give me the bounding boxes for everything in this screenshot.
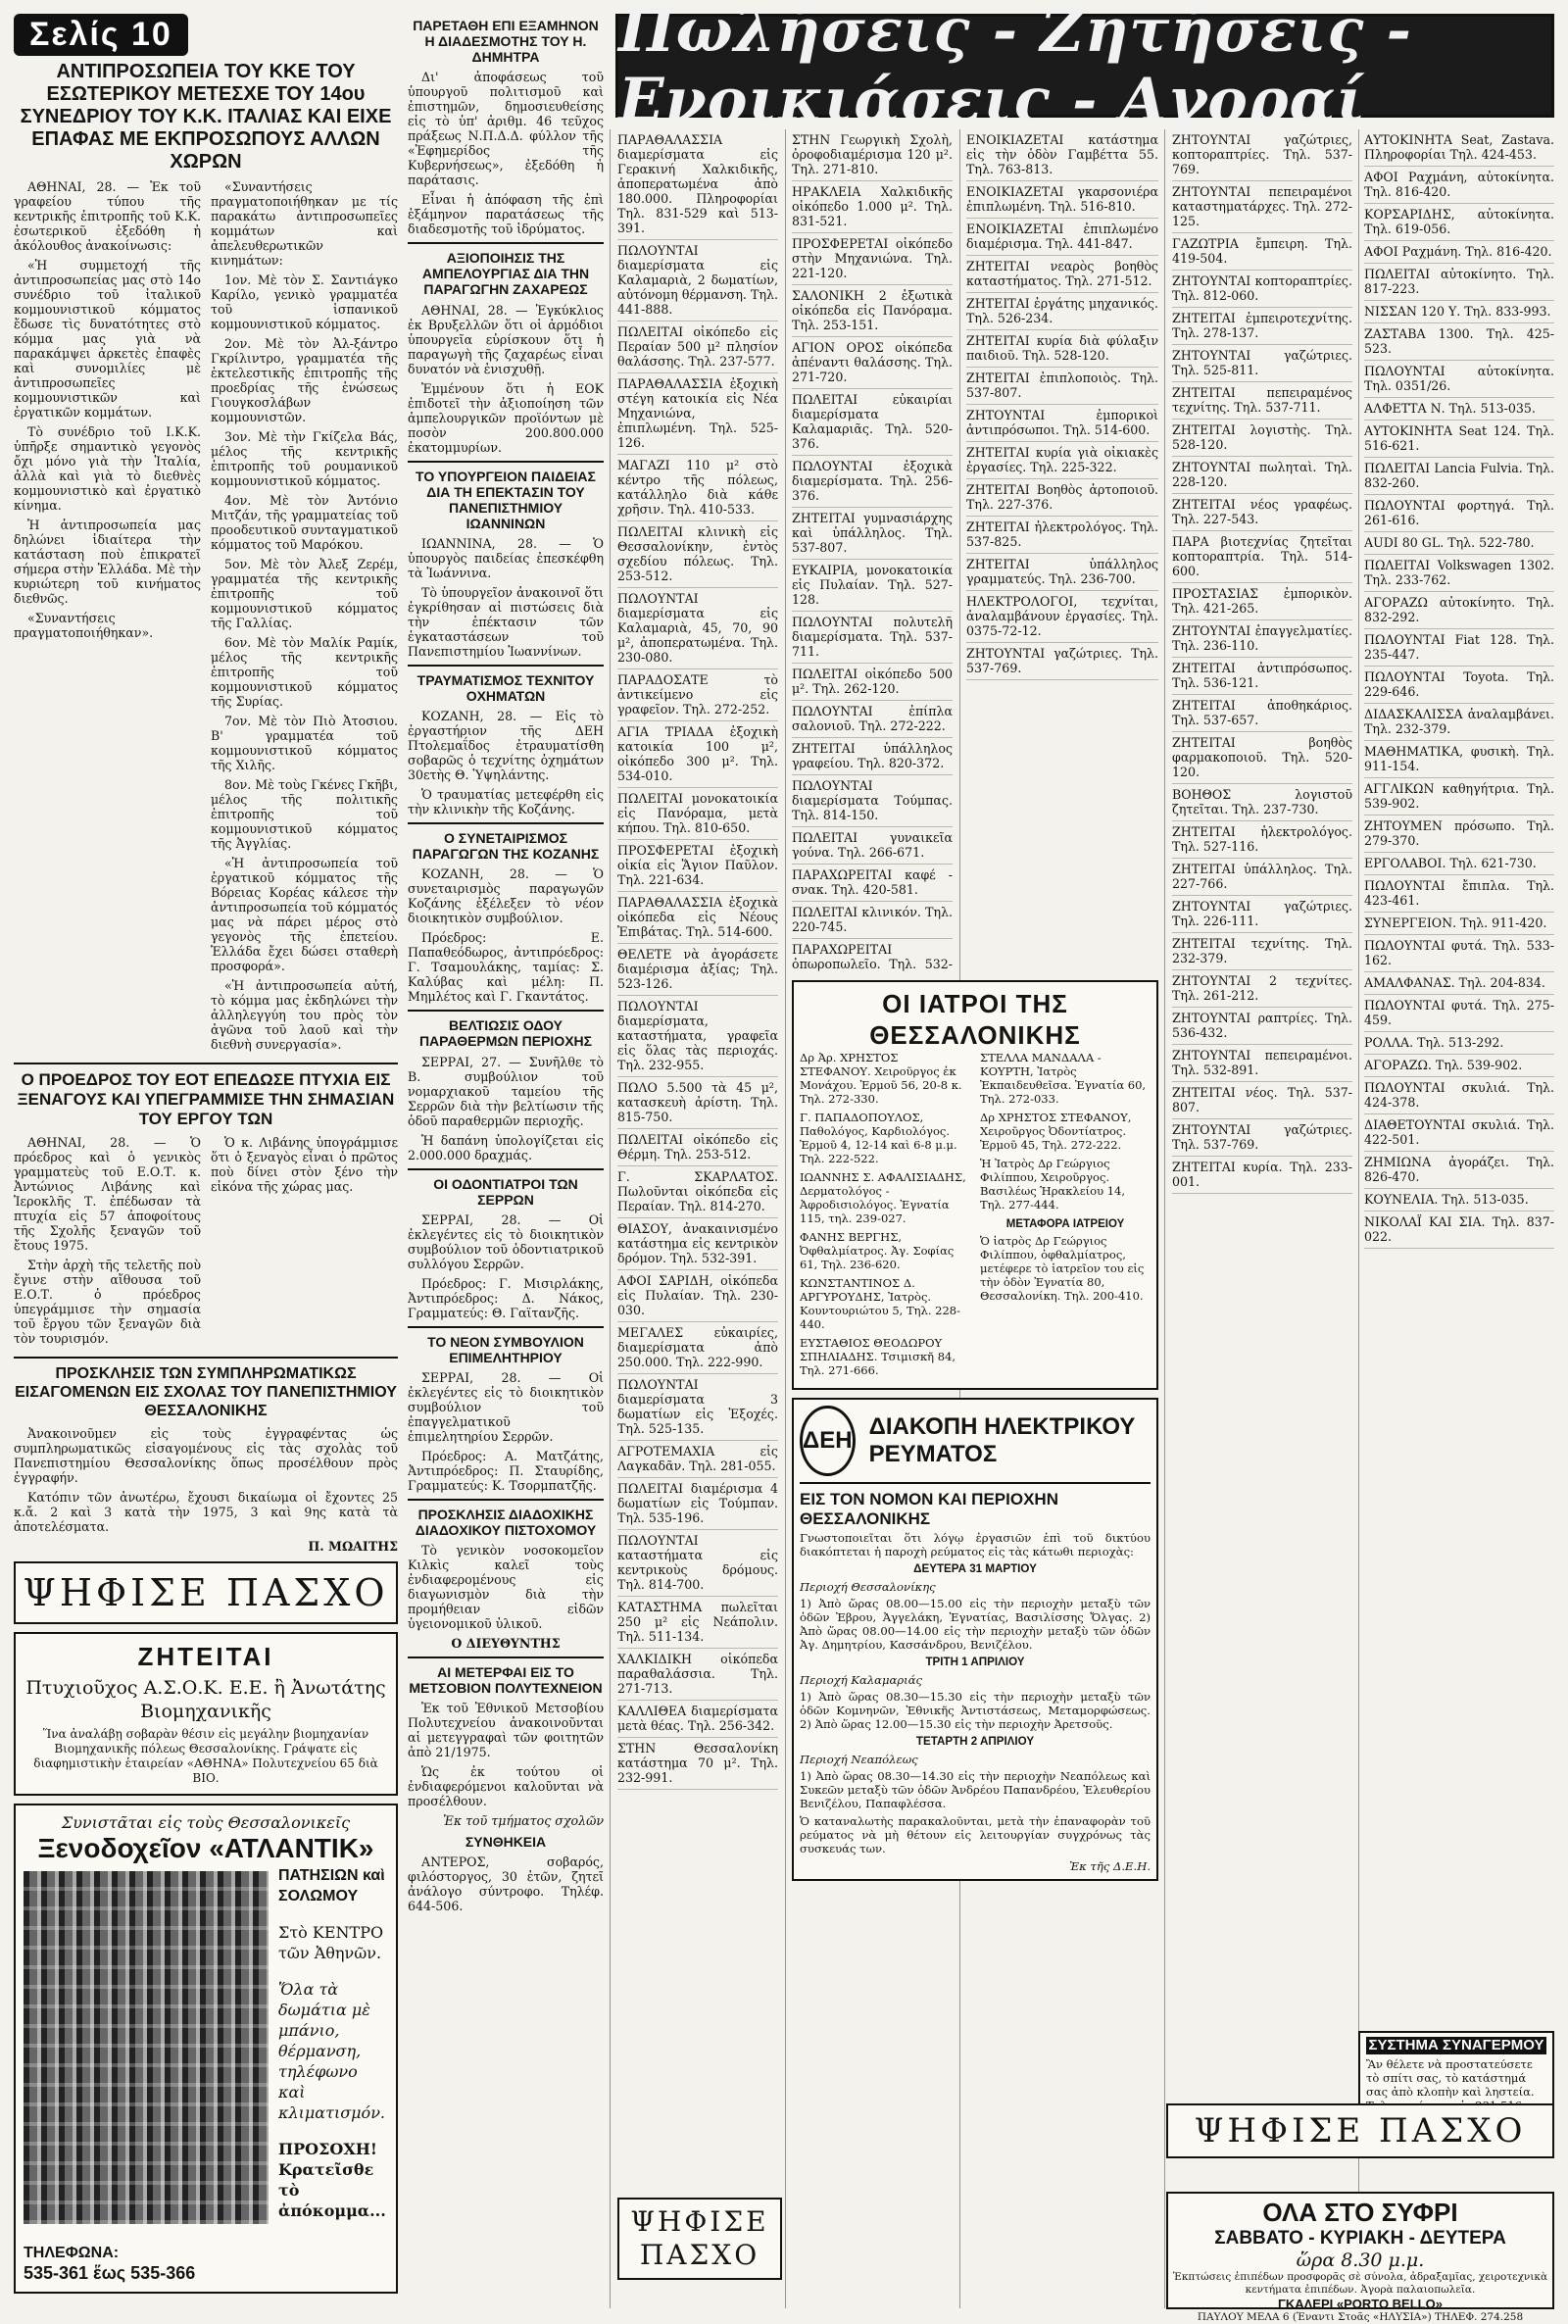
classified-listing: ΠΩΛΟΥΝΤΑΙ φυτά. Τηλ. 533-162. (1364, 935, 1554, 972)
classified-listing: ΖΗΤΟΥΝΤΑΙ γαζώτριες, κοπτοραπτρίες. Τηλ. 537-769. (1172, 129, 1352, 181)
column-divider (610, 129, 611, 2308)
dentists-headline: ΟΙ ΟΔΟΝΤΙΑΤΡΟΙ ΤΩΝ ΣΕΡΡΩΝ (433, 1175, 578, 1208)
section-rule (408, 1168, 604, 1170)
power-zone: Περιοχή Νεαπόλεως (800, 1753, 918, 1766)
hotel-tagline: Συνιστᾶται εἰς τοὺς Θεσσαλονικεῖς (61, 1813, 351, 1832)
doctor-entry: Δρ ΧΡΗΣΤΟΣ ΣΤΕΦΑΝΟΥ, Χειροῦργος Ὀδοντίατρος. Ἐρμοῦ 45, Τηλ. 272-222. (980, 1111, 1132, 1152)
classified-listing: ΖΗΤΕΙΤΑΙ ἠλεκτρολόγος. Τηλ. 537-825. (966, 517, 1158, 554)
proskl-signature: Π. ΜΩΑΙΤΗΣ (308, 1539, 398, 1554)
classified-listing: ΖΗΤΟΥΝΤΑΙ ἐπαγγελματίες. Τηλ. 236-110. (1172, 620, 1352, 658)
power-zone-text: 1) Ἀπὸ ὥρας 08.30—14.30 εἰς τὴν περιοχὴν Νεαπόλεως καὶ Συκεῶν μεταξὺ τῶν ὁδῶν Ἀνδρέου Παπανδρέου, Ἐλευθερίου Βενιζέλου, Παπαφλέσσα. (800, 1769, 1151, 1810)
vote-ad-small: ΨΗΦΙΣΕ ΠΑΣΧΟ (617, 2198, 782, 2280)
column-divider (1164, 129, 1165, 2308)
section-rule (408, 1326, 604, 1328)
classified-listing: ΖΗΤΕΙΤΑΙ ὑπάλληλος γραφείου. Τηλ. 820-372. (792, 738, 953, 775)
classifieds-column-4 (1172, 129, 1352, 2090)
hotel-line: ΠΡΟΣΟΧΗ! Κρατεῖσθε τὸ ἀπόκομμα... (278, 2140, 386, 2220)
doctor-entry: ΣΤΕΛΛΑ ΜΑΝΔΑΛΑ - ΚΟΥΡΤΗ, Ἰατρὸς Ἐκπαιδευθεῖσα. Ἐγνατία 60, Τηλ. 272-033. (980, 1051, 1147, 1106)
section-rule (14, 1357, 398, 1359)
ioannina-headline: ΤΟ ΥΠΟΥΡΓΕΙΟΝ ΠΑΙΔΕΙΑΣ ΔΙΑ ΤΗ ΕΠΕΚΤΑΣΙΝ ΤΟΥ ΠΑΝΕΠΙΣΤΗΜΙΟΥ ΙΩΑΝΝΙΝΩΝ (416, 468, 596, 531)
classified-listing: ΕΝΟΙΚΙΑΖΕΤΑΙ ἐπιπλωμένο διαμέρισμα. Τηλ. 441-847. (966, 219, 1158, 256)
classified-listing: ΖΗΤΟΥΝΤΑΙ πεπειραμένοι. Τηλ. 532-891. (1172, 1045, 1352, 1082)
section-rule (408, 1656, 604, 1658)
coop-paragraph: Πρόεδρος: Ε. Παπαθεόδωρος, ἀντιπρόεδρος: Γ. Τσαμουλάκης, ταμίας: Σ. Καλύβας καὶ μέλη: Π. Μημλέτος καὶ Γ. Γκαντάτος. (408, 930, 604, 1005)
classifieds-banner: Πωλήσεις - Ζητήσεις - Ενοικιάσεις - Αγοραί (615, 14, 1554, 118)
classified-listing: ΖΗΤΟΥΝΤΑΙ πεπειραμένοι καταστηματάρχες. Τηλ. 272-125. (1172, 181, 1352, 233)
classified-listing: ΣΤΗΝ Θεσσαλονίκη κατάστημα 70 μ². Τηλ. 232-991. (617, 1738, 778, 1790)
section-rule (408, 242, 604, 244)
classified-listing: ΠΑΡΑΧΩΡΕΙΤΑΙ καφέ - σνακ. Τηλ. 420-581. (792, 865, 953, 902)
power-intro: Γνωστοποιεῖται ὅτι λόγῳ ἐργασιῶν ἐπὶ τοῦ δικτύου διακόπτεται ἡ παροχὴ ρεύματος εἰς τὰς κάτωθι περιοχὰς: (800, 1531, 1151, 1558)
classified-listing: ΓΑΖΩΤΡΙΑ ἔμπειρη. Τηλ. 419-504. (1172, 233, 1352, 271)
power-day-label: ΔΕΥΤΕΡΑ 31 ΜΑΡΤΙΟΥ (913, 1562, 1037, 1575)
job-ad-lead: Πτυχιοῦχος Α.Σ.Ο.Κ. Ε.Ε. ἢ Ἀνωτάτης Βιομηχανικῆς (25, 1677, 386, 1722)
classified-listing: ΝΙΚΟΛΑΪ ΚΑΙ ΣΙΑ. Τηλ. 837-022. (1364, 1211, 1554, 1249)
classified-listing: ΑΓΟΡΑΖΩ αὐτοκίνητο. Τηλ. 832-292. (1364, 592, 1554, 629)
classified-listing: ΠΑΡΑΘΑΛΑΣΣΙΑ ἐξοχικὴ στέγη κατοικία εἰς Νέα Μηχανιώνα, ἐπιπλωμένη. Τηλ. 525-126. (617, 373, 778, 455)
classified-listing: ΠΩΛΟΥΝΤΑΙ πολυτελῆ διαμερίσματα. Τηλ. 537-711. (792, 612, 953, 664)
classified-listing: ΠΩΛΟΥΝΤΑΙ σκυλιά. Τηλ. 424-378. (1364, 1077, 1554, 1114)
alarm-text: Ἂν θέλετε νὰ προστατεύσετε τὸ σπίτι σας, τὸ κατάστημά σας ἀπὸ κλοπὴν καὶ ληστεία. (1366, 2057, 1535, 2099)
classified-listing: ΑΜΑΛΦΑΝΑΣ. Τηλ. 204-834. (1364, 972, 1554, 995)
classified-listing: ΠΩΛΕΙΤΑΙ οἰκόπεδο 500 μ². Τηλ. 262-120. (792, 664, 953, 701)
hotel-building-photo (24, 1871, 269, 2224)
metro-paragraph: Ἐκ τοῦ Ἐθνικοῦ Μετσοβίου Πολυτεχνείου ἀνακοινοῦνται αἱ μετεγγραφαὶ τῶν φοιτητῶν ἀπὸ 21/1975. (408, 1701, 604, 1760)
section-rule (408, 1010, 604, 1012)
classified-listing: ΖΗΤΕΙΤΑΙ ἡλεκτρολόγος. Τηλ. 527-116. (1172, 821, 1352, 859)
doctor-entry: Δρ Ἀρ. ΧΡΗΣΤΟΣ ΣΤΕΦΑΝΟΥ. Χειροῦργος ἐκ Μονάχου. Ἐρμοῦ 56, 20-8 κ. Τηλ. 272-330. (800, 1051, 962, 1106)
classified-listing: ΑΓΙΟΝ ΟΡΟΣ οἰκόπεδα ἀπέναντι θαλάσσης. Τηλ. 271-720. (792, 337, 953, 389)
classified-listing: ΖΗΤΕΙΤΑΙ ὑπάλληλος γραμματεύς. Τηλ. 236-700. (966, 554, 1158, 591)
council-paragraph: Πρόεδρος: Α. Ματζάτης, Ἀντιπρόεδρος: Π. Σταυρίδης, Γραμματεύς: Κ. Τσορμπατζῆς. (408, 1448, 604, 1493)
classified-listing: ΠΩΛΕΙΤΑΙ διαμέρισμα 4 δωματίων εἰς Τούμπαν. Τηλ. 535-196. (617, 1478, 778, 1530)
classified-listing: ΖΗΤΕΙΤΑΙ νεαρὸς βοηθὸς καταστήματος. Τηλ. 271-512. (966, 256, 1158, 293)
kke-paragraph: 3ον. Μὲ τὴν Γκίζελα Βάς, μέλος τῆς κεντρικῆς ἐπιτροπῆς τοῦ ρουμανικοῦ κομμουνιστικοῦ κόμματος. (211, 429, 398, 488)
doctor-entry: ΦΑΝΗΣ ΒΕΡΓΗΣ, Ὀφθαλμίατρος. Ἀγ. Σοφίας 61, Τηλ. 236-620. (800, 1230, 955, 1271)
classified-listing: ΖΗΤΕΙΤΑΙ πεπειραμένος τεχνίτης. Τηλ. 537-711. (1172, 382, 1352, 420)
doctor-entry: ΙΩΑΝΝΗΣ Σ. ΑΦΑΛΙΣΙΑΔΗΣ, Δερματολόγος - Ἀφροδισιολόγος. Ἐγνατία 115, τηλ. 239-027. (800, 1170, 966, 1225)
accident-paragraph: ΚΟΖΑΝΗ, 28. — Εἰς τὸ ἐργαστήριον τῆς ΔΕΗ Πτολεμαΐδος ἐτραυματίσθη σοβαρῶς ὁ τεχνίτης ὀχημάτων 30ετὴς Θ. Ὑψηλάντης. (408, 709, 604, 783)
classified-listing: ΖΗΤΕΙΤΑΙ κυρία. Τηλ. 233-001. (1172, 1157, 1352, 1194)
classified-listing: ΘΕΛΕΤΕ νὰ ἀγοράσετε διαμέρισμα ἀξίας; Τηλ. 523-126. (617, 944, 778, 996)
classified-listing: ΕΝΟΙΚΙΑΖΕΤΑΙ γκαρσονιέρα ἐπιπλωμένη. Τηλ. 516-810. (966, 181, 1158, 219)
classified-listing: ΖΗΤΕΙΤΑΙ νέος γραφέως. Τηλ. 227-543. (1172, 494, 1352, 531)
accident-headline: ΤΡΑΥΜΑΤΙΣΜΟΣ ΤΕΧΝΙΤΟΥ ΟΧΗΜΑΤΩΝ (416, 671, 595, 705)
classified-listing: ΖΗΤΕΙΤΑΙ ἐπιπλοποιὸς. Τηλ. 537-807. (966, 368, 1158, 405)
classifieds-column-2 (792, 129, 953, 972)
doctors-column-1 (800, 1051, 970, 1382)
coop-paragraph: ΚΟΖΑΝΗ, 28. — Ὁ συνεταιρισμὸς παραγωγῶν Κοζάνης ἐξέλεξεν τὸ νέον διοικητικὸν συμβούλιον. (408, 866, 604, 926)
classified-listing: ΖΗΤΟΥΝΤΑΙ ἐμπορικοὶ ἀντιπρόσωποι. Τηλ. 514-600. (966, 405, 1158, 442)
classified-listing: ΖΗΤΕΙΤΑΙ γυμνασιάρχης καὶ ὑπάλληλος. Τηλ. 537-807. (792, 508, 953, 560)
doctor-entry: Γ. ΠΑΠΑΔΟΠΟΥΛΟΣ, Παθολόγος, Καρδιολόγος. Ἐρμοῦ 4, 12-14 καὶ 6-8 μ.μ. Τηλ. 222-522. (800, 1111, 957, 1165)
classified-listing: ΖΗΤΕΙΤΑΙ τεχνίτης. Τηλ. 232-379. (1172, 933, 1352, 970)
classified-listing: ΚΑΛΛΙΘΕΑ διαμερίσματα μετὰ θέας. Τηλ. 256-342. (617, 1701, 778, 1738)
dentists-paragraph: ΣΕΡΡΑΙ, 28. — Οἱ ἐκλεγέντες εἰς τὸ διοικητικὸν συμβούλιον τοῦ ὀδοντιατρικοῦ συλλόγου Σερρῶν. (408, 1211, 604, 1271)
tender-signature: Ο ΔΙΕΥΘΥΝΤΗΣ (451, 1636, 561, 1652)
classified-listing: ΖΗΜΙΩΝΑ ἀγοράζει. Τηλ. 826-470. (1364, 1152, 1554, 1189)
kke-article (14, 61, 398, 2294)
kke-paragraph: Ἡ ἀντιπροσωπεία μας δηλώνει ἰδιαίτερα τὴν κατάσταση ποὺ ἐπικρατεῖ σήμερα στὴν Ἑλλάδα. Μὲ τὴν κυριώτερη τοῦ κινήματος διεθνῶς. (14, 518, 201, 606)
syfri-text: Ἐκπτώσεις ἐπιπέδων προσφορᾶς σὲ σύνολα, ἀδραξαμῖας, χειροτεχνικὰ κεντήματα ἐπιπέδων. Ἀγορὰ παλαιοπωλεῖα. (1172, 2271, 1548, 2296)
classified-listing: ΑΦΟΙ Ραχμάνη. Τηλ. 816-420. (1364, 241, 1554, 264)
kke-paragraph: 5ον. Μὲ τὸν Ἀλεξ Ζερέμ, γραμματέα τῆς κεντρικῆς ἐπιτροπῆς τοῦ κομμουνιστικοῦ κόμματος τῆς Γαλλίας. (211, 557, 398, 630)
classified-listing: ΖΗΤΟΥΝΤΑΙ γαζώτριες. Τηλ. 226-111. (1172, 896, 1352, 933)
personals-headline: ΣΥΝΘΗΚΕΙΑ (465, 1834, 547, 1851)
kke-paragraph: «Ἡ ἀντιπροσωπεία τοῦ ἐργατικοῦ κόμματος τῆς Βόρειας Κορέας κάλεσε τὴν ἀντιπροσωπεία τοῦ κόμματός μας νὰ πάρει μέρος στὸ γεγονὸς τῆς ἐπετείου. Ἐλλάδα ἔχει δώσει σταθερὴ προσφορά». (211, 856, 398, 973)
alarm-title: ΣΥΣΤΗΜΑ ΣΥΝΑΓΕΡΜΟΥ (1366, 2037, 1546, 2054)
hotel-line: Στὸ ΚΕΝΤΡΟ τῶν Ἀθηνῶν. (278, 1923, 384, 1962)
classified-listing: Γ. ΣΚΑΡΛΑΤΟΣ. Πωλοῦνται οἰκόπεδα εἰς Περαίαν. Τηλ. 814-270. (617, 1166, 778, 1218)
eot-paragraph: ΑΘΗΝΑΙ, 28. — Ὁ πρόεδρος καὶ ὁ γενικὸς γραμματεὺς τοῦ Ε.Ο.Τ. κ. Ἀντώνιος Λιβάνης καὶ Ἰεροκλῆς Τ. ἐπέδωσαν τὰ πτυχία εἰς 57 ἀποφοίτους τῆς Σχολῆς ξεναγῶν τοῦ ἔτους 1975. (14, 1135, 201, 1253)
classified-listing: ΠΡΟΣΦΕΡΕΤΑΙ ἐξοχικὴ οἰκία εἰς Ἅγιον Παῦλον. Τηλ. 221-634. (617, 840, 778, 892)
power-day-label: ΤΕΤΑΡΤΗ 2 ΑΠΡΙΛΙΟΥ (915, 1735, 1035, 1748)
classified-listing: ΧΑΛΚΙΔΙΚΗ οἰκόπεδα παραθαλάσσια. Τηλ. 271-713. (617, 1649, 778, 1701)
classified-listing: ΑΥΤΟΚΙΝΗΤΑ Seat 124. Τηλ. 516-621. (1364, 420, 1554, 458)
hotel-ad (14, 1804, 398, 2294)
syfri-gallery: ΓΚΑΛΕΡΙ «PORTO BELLO» (1278, 2297, 1443, 2311)
vote-ad: ΨΗΦΙΣΕ ΠΑΣΧΟ (14, 1561, 398, 1624)
classified-listing: ΜΕΓΑΛΕΣ εὐκαιρίες, διαμερίσματα ἀπὸ 250.000. Τηλ. 222-990. (617, 1322, 778, 1374)
classified-listing: ΠΩΛΕΙΤΑΙ αὐτοκίνητο. Τηλ. 817-223. (1364, 264, 1554, 301)
job-ad-title: ΖΗΤΕΙΤΑΙ (137, 1642, 274, 1671)
accident-paragraph: Ὁ τραυματίας μετεφέρθη εἰς τὴν κλινικὴν τῆς Κοζάνης. (408, 787, 604, 817)
classified-listing: ΠΩΛΟΥΝΤΑΙ ἔπιπλα. Τηλ. 423-461. (1364, 875, 1554, 913)
eot-paragraph: Ὁ κ. Λιβάνης ὑπογράμμισε ὅτι ὁ ξεναγὸς εἶναι ὁ πρῶτος ποὺ δίνει στὸν ξένο τὴν εἰκόνα τῆς χώρας μας. (211, 1135, 398, 1194)
doctor-entry: ΚΩΝΣΤΑΝΤΙΝΟΣ Δ. ΑΡΓΥΡΟΥΔΗΣ, Ἰατρὸς. Κουντουριώτου 5, Τηλ. 228-440. (800, 1276, 960, 1331)
section-rule (14, 1063, 398, 1064)
hotel-title: Ξενοδοχεῖον «ΑΤΛΑΝΤΙΚ» (37, 1833, 374, 1863)
classified-listing: ΑΓΓΛΙΚΩΝ καθηγήτρια. Τηλ. 539-902. (1364, 778, 1554, 816)
classified-listing: ΠΩΛΟΥΝΤΑΙ φορτηγά. Τηλ. 261-616. (1364, 495, 1554, 532)
classified-listing: ΖΗΤΟΥΝΤΑΙ 2 τεχνίτες. Τηλ. 261-212. (1172, 970, 1352, 1008)
classified-listing: ΖΗΤΕΙΤΑΙ ἐργάτης μηχανικός. Τηλ. 526-234. (966, 293, 1158, 330)
kke-paragraph: 6ον. Μὲ τὸν Μαλίκ Ραμίκ, μέλος τῆς κεντρικῆς ἐπιτροπῆς τοῦ κομμουνιστικοῦ κόμματος τῆς Συρίας. (211, 635, 398, 709)
classifieds-column-1 (617, 129, 778, 2188)
section-rule (408, 461, 604, 463)
doctors-directory (792, 980, 1158, 1390)
classified-listing: ΖΗΤΟΥΝΤΑΙ γαζώτριες. Τηλ. 525-811. (1172, 345, 1352, 382)
classified-listing: ΣΤΗΝ Γεωργικὴ Σχολὴ, ὀροφοδιαμέρισμα 120 μ². Τηλ. 271-810. (792, 129, 953, 181)
eot-paragraph: Στὴν ἀρχὴ τῆς τελετῆς ποὺ ἔγινε στὴν αἴθουσα τοῦ Ε.Ο.Τ. ὁ πρόεδρος ὑπεγράμμισε τὴν σημασία τοῦ ἔργου τῶν ξεναγῶν διὰ τὸν τουρισμόν. (14, 1258, 201, 1346)
classified-listing: ΠΑΡΑ βιοτεχνίας ζητεῖται κοπτοραπτρία. Τηλ. 514-600. (1172, 531, 1352, 583)
classified-listing: ΖΗΤΕΙΤΑΙ ἀποθηκάριος. Τηλ. 537-657. (1172, 695, 1352, 732)
coop-headline: Ο ΣΥΝΕΤΑΙΡΙΣΜΟΣ ΠΑΡΑΓΩΓΩΝ ΤΗΣ ΚΟΖΑΝΗΣ (412, 830, 600, 863)
power-title: ΔΙΑΚΟΠΗ ΗΛΕΚΤΡΙΚΟΥ ΡΕΥΜΑΤΟΣ (868, 1413, 1136, 1467)
page-number-label: Σελίς 10 (14, 14, 188, 56)
kke-paragraph: «Ἡ συμμετοχή τῆς ἀντιπροσωπείας μας στὸ 14ο συνέδριο τοῦ ἰταλικοῦ κομμουνιστικοῦ κόμματος ἔδωσε τὶς δυνατότητες στὸ κόμμα μας γιὰ νὰ παρακάμψει ἀρκετὲς ἐπαφὲς καὶ συνομιλίες μὲ ἀντιπροσωπεῖες κομμουνιστικῶν καὶ ἐργατικῶν κομμάτων. (14, 258, 201, 420)
dimitra-paragraph: Εἶναι ἡ ἀπόφαση τῆς ἐπὶ ἑξάμηνον παρατάσεως τῆς διαδεσμοτῆς τοῦ ἱδρύματος. (408, 192, 604, 237)
classified-listing: ΖΗΤΟΥΝΤΑΙ κοπτοραπτρίες. Τηλ. 812-060. (1172, 271, 1352, 308)
classified-listing: ΒΟΗΘΟΣ λογιστοῦ ζητεῖται. Τηλ. 237-730. (1172, 784, 1352, 821)
classified-listing: ΠΩΛΕΙΤΑΙ οἰκόπεδο εἰς Περαίαν 500 μ² πλησίον θαλάσσης. Τηλ. 237-577. (617, 321, 778, 373)
classified-listing: ΚΟΡΣΑΡΙΔΗΣ, αὐτοκίνητα. Τηλ. 619-056. (1364, 204, 1554, 241)
classified-listing: ΗΡΑΚΛΕΙΑ Χαλκιδικῆς οἰκόπεδο 1.000 μ². Τηλ. 831-521. (792, 181, 953, 233)
classified-listing: ΑΥΤΟΚΙΝΗΤΑ Seat, Zastava. Πληροφορίαι Τηλ. 424-453. (1364, 129, 1554, 167)
dentists-paragraph: Πρόεδρος: Γ. Μισιρλάκης, Ἀντιπρόεδρος: Δ. Νάκος, Γραμματεύς: Θ. Γαϊτανζῆς. (408, 1275, 604, 1320)
kke-paragraph: 1ον. Μὲ τὸν Σ. Σαντιάγκο Καρίλο, γενικὸ γραμματέα τοῦ ἱσπανικοῦ κομμουνιστικοῦ κόμματος. (211, 272, 398, 331)
ioannina-paragraph: ΙΩΑΝΝΙΝΑ, 28. — Ὁ ὑπουργὸς παιδείας ἐπεσκέφθη τὰ Ἰωάννινα. (408, 535, 604, 580)
classified-listing: ΠΑΡΑΘΑΛΑΣΣΙΑ διαμερίσματα εἰς Γερακινή Χαλκιδικῆς, ἀποπερατωμένα ἀπὸ 180.000. Πληροφορίαι Τηλ. 831-529 καὶ 513-391. (617, 129, 778, 240)
classifieds-column-3 (966, 129, 1158, 972)
dimitra-headline: ΠΑΡΕΤΑΘΗ ΕΠΙ ΕΞΑΜΗΝΟΝ Η ΔΙΑΔΕΣΜΟΤΗΣ ΤΟΥ Η. ΔΗΜΗΤΡΑ (413, 18, 599, 66)
classified-listing: ΠΡΟΣΤΑΣΙΑΣ ἐμπορικὸν. Τηλ. 421-265. (1172, 583, 1352, 620)
classified-listing: ΖΗΤΟΥΜΕΝ πρόσωπο. Τηλ. 279-370. (1364, 816, 1554, 853)
classified-listing: ΑΦΟΙ Ραχμάνη, αὐτοκίνητα. Τηλ. 816-420. (1364, 167, 1554, 204)
classified-listing: ΠΩΛΟΥΝΤΑΙ καταστήματα εἰς κεντρικοὺς δρόμους. Τηλ. 814-700. (617, 1530, 778, 1597)
classified-listing: ΠΩΛΟΥΝΤΑΙ διαμερίσματα 3 δωματίων εἰς Ἐξοχές. Τηλ. 525-135. (617, 1374, 778, 1441)
classified-listing: ΖΗΤΕΙΤΑΙ λογιστὴς. Τηλ. 528-120. (1172, 420, 1352, 457)
ioannina-paragraph: Τὸ ὑπουργεῖον ἀνακοινοῖ ὅτι ἐγκρίθησαν αἱ πιστώσεις διὰ τὴν ἐπέκτασιν τῶν ἐγκαταστάσεων τοῦ Πανεπιστημίου Ἰωαννίνων. (408, 584, 604, 659)
syfri-time: ὥρα 8.30 μ.μ. (1296, 2250, 1425, 2271)
classified-listing: ΠΩΛΕΙΤΑΙ κλινικόν. Τηλ. 220-745. (792, 902, 953, 939)
classified-listing: ΖΗΤΕΙΤΑΙ Βοηθὸς ἀρτοποιοῦ. Τηλ. 227-376. (966, 479, 1158, 517)
classified-listing: ΖΗΤΕΙΤΑΙ ἀντιπρόσωπος. Τηλ. 536-121. (1172, 658, 1352, 695)
classified-listing: ΖΗΤΕΙΤΑΙ νέος. Τηλ. 537-807. (1172, 1082, 1352, 1119)
classified-listing: ΠΑΡΑΧΩΡΕΙΤΑΙ ὀπωροπωλεῖο. Τηλ. 532- (792, 939, 953, 972)
news-column (408, 12, 604, 2310)
road-paragraph: ΣΕΡΡΑΙ, 27. — Συνῆλθε τὸ Β. συμβούλιον τοῦ νομαρχιακοῦ ταμείου τῆς Σερρῶν διὰ τὴν βελτίωσιν τῆς ὁδοῦ παραθερμῶν περιοχῆς. (408, 1054, 604, 1128)
section-rule (408, 665, 604, 667)
road-paragraph: Ἡ δαπάνη ὑπολογίζεται εἰς 2.000.000 δραχμάς. (408, 1132, 604, 1162)
classified-listing: ΠΩΛΕΙΤΑΙ γυναικεῖα γούνα. Τηλ. 266-671. (792, 827, 953, 865)
classified-listing: ΔΙΔΑΣΚΑΛΙΣΣΑ ἀναλαμβάνει. Τηλ. 232-379. (1364, 704, 1554, 741)
classified-listing: AUDI 80 GL. Τηλ. 522-780. (1364, 532, 1554, 555)
hotel-phones: 535-361 ἕως 535-366 (24, 2263, 196, 2283)
classified-listing: ΖΗΤΟΥΝΤΑΙ γαζώτριες. Τηλ. 537-769. (966, 643, 1158, 680)
classified-listing: ΕΡΓΟΛΑΒΟΙ. Τηλ. 621-730. (1364, 853, 1554, 875)
classified-listing: ΝΙΣΣΑΝ 120 Υ. Τηλ. 833-993. (1364, 301, 1554, 323)
power-signature: Ἐκ τῆς Δ.Ε.Η. (1069, 1859, 1151, 1873)
sugar-headline: ΑΞΙΟΠΟΙΗΣΙΣ ΤΗΣ ΑΜΠΕΛΟΥΡΓΙΑΣ ΔΙΑ ΤΗΝ ΠΑΡΑΓΩΓΗΝ ΖΑΧΑΡΕΩΣ (421, 250, 590, 298)
sugar-paragraph: ΑΘΗΝΑΙ, 28. — Ἐγκύκλιος ἐκ Βρυξελλῶν ὅτι οἱ ἀρμόδιοι ὑπουργεῖα εὑρίσκουν ὅτι ἡ παραγωγὴ τῆς ζαχαρέως εἶναι δυνατόν νὰ ἐνισχυθῇ. (408, 302, 604, 376)
proskl-headline: ΠΡΟΣΚΛΗΣΙΣ ΤΩΝ ΣΥΜΠΛΗΡΩΜΑΤΙΚΩΣ ΕΙΣΑΓΟΜΕΝΩΝ ΕΙΣ ΣΧΟΛΑΣ ΤΟΥ ΠΑΝΕΠΙΣΤΗΜΙΟΥ ΘΕΣΣΑΛΟΝΙΚΗΣ (15, 1365, 397, 1419)
power-schedule (800, 1562, 1151, 1810)
power-outage-notice (792, 1398, 1158, 1881)
classified-listing: ΠΑΡΑΘΑΛΑΣΣΙΑ ἐξοχικὰ οἰκόπεδα εἰς Νέους Ἐπιβάτας. Τηλ. 514-600. (617, 892, 778, 944)
classified-listing: ΚΑΤΑΣΤΗΜΑ πωλεῖται 250 μ² εἰς Νεάπολιν. Τηλ. 511-134. (617, 1597, 778, 1649)
classified-listing: ΘΙΑΣΟΥ, ἀνακαινισμένο κατάστημα εἰς κεντρικὸν δρόμον. Τηλ. 532-391. (617, 1218, 778, 1270)
power-zone-text: 1) Ἀπὸ ὥρας 08.30—15.30 εἰς τὴν περιοχὴν μεταξὺ τῶν ὁδῶν Κομνηνῶν, Ἐθνικῆς Ἀντιστάσεως, Μεταμορφώσεως. 2) Ἀπὸ ὥρας 12.00—15.30 εἰς τὴν περιοχὴν Ἀρετσοῦς. (800, 1690, 1151, 1731)
classified-listing: ΠΩΛΕΙΤΑΙ Volkswagen 1302. Τηλ. 233-762. (1364, 555, 1554, 592)
classified-listing: ΖΗΤΟΥΝΤΑΙ ραπτρίες. Τηλ. 536-432. (1172, 1008, 1352, 1045)
job-ad (14, 1632, 398, 1796)
classified-listing: ΠΩΛΟ 5.500 τὰ 45 μ², κατασκευὴ ἀρίστη. Τηλ. 815-750. (617, 1077, 778, 1129)
classified-listing: ΠΩΛΕΙΤΑΙ Lancia Fulvia. Τηλ. 832-260. (1364, 458, 1554, 495)
dei-logo: ΔΕΗ (800, 1406, 856, 1476)
classifieds-column-5 (1364, 129, 1554, 2021)
tender-paragraph: Τὸ γενικὸν νοσοκομεῖον Κιλκὶς καλεῖ τοὺς ἐνδιαφερομένους εἰς διαγωνισμὸν διὰ τὴν προμήθειαν εἰδῶν ὑγειονομικοῦ ὑλικοῦ. (408, 1543, 604, 1632)
section-rule (408, 1499, 604, 1501)
kke-paragraph: 8ον. Μὲ τοὺς Γκένες Γκῆβι, μέλος τῆς πολιτικῆς ἐπιτροπῆς τοῦ κομμουνιστικοῦ κόμματος τῆς Ἀγγλίας. (211, 777, 398, 851)
classified-listing: ΠΩΛΕΙΤΑΙ εὐκαιρίαι διαμερίσματα Καλαμαριᾶς. Τηλ. 520-376. (792, 389, 953, 456)
classified-listing: ΠΑΡΑΔΟΣΑΤΕ τὸ ἀντικείμενο εἰς γραφεῖον. Τηλ. 272-252. (617, 669, 778, 721)
classified-listing: ΠΩΛΕΙΤΑΙ οἰκόπεδο εἰς Θέρμη. Τηλ. 253-512. (617, 1129, 778, 1166)
metro-signature: Ἐκ τοῦ τμήματος σχολῶν (443, 1813, 604, 1829)
classified-listing: ΠΩΛΟΥΝΤΑΙ διαμερίσματα εἰς Καλαμαριὰ, 45, 70, 90 μ², ἀποπερατωμένα. Τηλ. 230-080. (617, 588, 778, 669)
power-zone-text: 1) Ἀπὸ ὥρας 08.00—15.00 εἰς τὴν περιοχὴν μεταξὺ τῶν ὁδῶν Ἐβρου, Ἀγγελάκη, Ἐγνατίας, Βασιλίσσης Ὄλγας. 2) Ἀπὸ ὥρας 08.00—14.00 εἰς τὴν περιοχὴν μεταξὺ τῶν ὁδῶν Ἀγ. Δημητρίου, Κασσάνδρου, Βενιζέλου. (800, 1597, 1151, 1652)
classified-listing: ΖΗΤΟΥΝΤΑΙ γαζώτριες. Τηλ. 537-769. (1172, 1119, 1352, 1157)
classified-listing: ΕΝΟΙΚΙΑΖΕΤΑΙ κατάστημα εἰς τὴν ὁδὸν Γαμβέττα 55. Τηλ. 763-813. (966, 129, 1158, 181)
classified-listing: ΖΗΤΕΙΤΑΙ κυρία γιὰ οἰκιακὲς ἐργασίες. Τηλ. 225-322. (966, 442, 1158, 479)
column-divider (1358, 129, 1359, 2308)
classified-listing: ΠΩΛΟΥΝΤΑΙ ἐπίπλα σαλονιοῦ. Τηλ. 272-222. (792, 701, 953, 738)
road-headline: ΒΕΛΤΙΩΣΙΣ ΟΔΟΥ ΠΑΡΑΘΕΡΜΩΝ ΠΕΡΙΟΧΗΣ (418, 1017, 593, 1050)
classified-listing: ΚΟΥΝΕΛΙΑ. Τηλ. 513-035. (1364, 1189, 1554, 1211)
kke-paragraph: «Ἡ ἀντιπροσωπεία αὐτή, τὸ κόμμα μας ἐκδηλώνει τὴν ἀλληλεγγύη του πρὸς τὸν ἀγῶνα τοῦ λαοῦ καὶ τὴν διεθνὴ συνεργασία». (211, 978, 398, 1052)
power-zone: Περιοχή Καλαμαριάς (800, 1673, 923, 1687)
classified-listing: ΖΗΤΕΙΤΑΙ βοηθὸς φαρμακοποιοῦ. Τηλ. 520-120. (1172, 732, 1352, 784)
syfri-ad (1166, 2192, 1554, 2323)
eot-headline: Ο ΠΡΟΕΔΡΟΣ ΤΟΥ ΕΟΤ ΕΠΕΔΩΣΕ ΠΤΥΧΙΑ ΕΙΣ ΞΕΝΑΓΟΥΣ ΚΑΙ ΥΠΕΓΡΑΜΜΙΣΕ ΤΗΝ ΣΗΜΑΣΙΑΝ ΤΟΥ ΕΡΓΟΥ ΤΩΝ (17, 1070, 395, 1128)
classified-listing: ΑΛΦΕΤΤΑ Ν. Τηλ. 513-035. (1364, 398, 1554, 420)
classified-listing: ΠΩΛΟΥΝΤΑΙ Toyota. Τηλ. 229-646. (1364, 667, 1554, 704)
vote-ad-right: ΨΗΦΙΣΕ ΠΑΣΧΟ (1166, 2103, 1554, 2158)
doctor-entry: Ἡ Ἰατρὸς Δρ Γεώργιος Φιλίππου, Χειροῦργος. Βασιλέως Ἡρακλείου 14, Τηλ. 277-444. (980, 1157, 1126, 1211)
personals-paragraph: ΑΝΤΕΡΟΣ, σοβαρός, φιλόστοργος, 30 ἐτῶν, ζητεῖ ἀνάλογο σύντροφο. Τηλέφ. 644-506. (408, 1854, 604, 1914)
syfri-address: ΠΑΥΛΟΥ ΜΕΛΑ 6 (Ἐναντι Στοᾶς «ΗΛΥΣΙΑ») ΤΗΛΕΦ. 274.258 (1197, 2311, 1524, 2323)
classified-listing: ΠΩΛΕΙΤΑΙ μονοκατοικία εἰς Πανόραμα, μετὰ κήπου. Τηλ. 810-650. (617, 788, 778, 840)
classified-listing: ΠΩΛΟΥΝΤΑΙ Fiat 128. Τηλ. 235-447. (1364, 629, 1554, 667)
classified-listing: ΠΩΛΟΥΝΤΑΙ διαμερίσματα εἰς Καλαμαριὰ, 2 δωματίων, αὐτόνομη θέρμανση. Τηλ. 441-888. (617, 240, 778, 321)
classified-listing: ΠΩΛΟΥΝΤΑΙ διαμερίσματα, καταστήματα, γραφεῖα εἰς ὅλας τὰς περιοχάς. Τηλ. 232-955. (617, 996, 778, 1077)
classified-listing: ΔΙΑΘΕΤΟΥΝΤΑΙ σκυλιά. Τηλ. 422-501. (1364, 1114, 1554, 1152)
metro-headline: ΑΙ ΜΕΤΕΡΦΑΙ ΕΙΣ ΤΟ ΜΕΤΣΟΒΙΟΝ ΠΟΛΥΤΕΧΝΕΙΟΝ (409, 1664, 603, 1697)
classified-listing: ΡΟΛΛΑ. Τηλ. 513-292. (1364, 1032, 1554, 1055)
classified-listing: ΣΑΛΟΝΙΚΗ 2 ἐξωτικὰ οἰκόπεδα εἰς Πανόραμα. Τηλ. 253-151. (792, 285, 953, 337)
proskl-paragraph: Κατόπιν τῶν ἀνωτέρω, ἔχουσι δικαίωμα οἱ ἔχοντες 25 κ.ἄ. 2 καὶ 3 κατὰ τὴν 1975, 3 καὶ 9ης κατὰ τὰ ἀποτελέσματα. (14, 1490, 398, 1534)
doctor-entry: ΕΥΣΤΑΘΙΟΣ ΘΕΟΔΩΡΟΥ ΣΠΗΛΙΑΔΗΣ. Τσιμισκῆ 84, Τηλ. 271-666. (800, 1336, 956, 1377)
classified-listing: ΖΗΤΟΥΝΤΑΙ πωληταὶ. Τηλ. 228-120. (1172, 457, 1352, 494)
section-rule (408, 822, 604, 824)
classified-listing: ΑΓΟΡΑΖΩ. Τηλ. 539-902. (1364, 1055, 1554, 1077)
classified-listing: ΠΩΛΟΥΝΤΑΙ αὐτοκίνητα. Τηλ. 0351/26. (1364, 361, 1554, 398)
power-subtitle: ΕΙΣ ΤΟΝ ΝΟΜΟΝ ΚΑΙ ΠΕΡΙΟΧΗΝ ΘΕΣΣΑΛΟΝΙΚΗΣ (800, 1490, 1058, 1528)
column-divider (785, 129, 786, 2308)
syfri-title: ΟΛΑ ΣΤΟ ΣΥΦΡΙ (1262, 2198, 1458, 2227)
classified-listing: ΜΑΓΑΖΙ 110 μ² στὸ κέντρο τῆς πόλεως, κατάλληλο διὰ κάθε χρῆσιν. Τηλ. 410-533. (617, 455, 778, 521)
classified-listing: ΠΩΛΟΥΝΤΑΙ ἐξοχικὰ διαμερίσματα. Τηλ. 256-376. (792, 456, 953, 508)
council-paragraph: ΣΕΡΡΑΙ, 28. — Οἱ ἐκλεγέντες εἰς τὸ διοικητικὸν συμβούλιον τοῦ ἐπαγγελματικοῦ ἐπιμελητηρίου Σερρῶν. (408, 1369, 604, 1444)
council-headline: ΤΟ ΝΕΟΝ ΣΥΜΒΟΥΛΙΟΝ ΕΠΙΜΕΛΗΤΗΡΙΟΥ (427, 1333, 584, 1365)
sugar-paragraph: Ἐμμένουν ὅτι ἡ ΕΟΚ ἐπιδοτεῖ τὴν ἀξιοποίηση τῶν ἀμπελουργικῶν προϊόντων μὲ ποσὸν 200.800.000 ἐκατομμυρίων. (408, 380, 604, 455)
kke-paragraph: «Συναντήσεις πραγματοποιήθηκαν με τίς παρακάτω ἀντιπροσωπεῖες κομμάτων καὶ ἀπελευθερωτικῶν κινημάτων: (211, 179, 398, 268)
classified-listing: ΖΗΤΕΙΤΑΙ ἐμπειροτεχνίτης. Τηλ. 278-137. (1172, 308, 1352, 345)
metro-paragraph: Ὡς ἐκ τούτου οἱ ἐνδιαφερόμενοι καλοῦνται νὰ προσέλθουν. (408, 1764, 604, 1809)
classified-listing: ΑΓΙΑ ΤΡΙΑΔΑ ἐξοχικὴ κατοικία 100 μ², οἰκόπεδο 300 μ². Τηλ. 534-010. (617, 721, 778, 788)
classified-listing: ΠΩΛΟΥΝΤΑΙ φυτά. Τηλ. 275-459. (1364, 995, 1554, 1032)
syfri-days: ΣΑΒΒΑΤΟ - ΚΥΡΙΑΚΗ - ΔΕΥΤΕΡΑ (1214, 2228, 1506, 2249)
dimitra-paragraph: Δι' ἀποφάσεως τοῦ ὑπουργοῦ πολιτισμοῦ καὶ ἐπιστημῶν, δημοσιευθείσης εἰς τὸ ὑπ' ἀριθμ. 46 τεῦχος πράξεως Ν.Π.Δ.Δ. φύλλον τῆς «Ἐφημερίδος τῆς Κυβερνήσεως», ἐξεδόθη ἡ παράτασις. (408, 70, 604, 188)
power-closing: Ὁ καταναλωτὴς παρακαλοῦνται, μετὰ τὴν ἐπαναφορὰν τοῦ ρεύματος νὰ μὴ θέτουν εἰς λειτουργίαν συγχρόνως τὰς συσκευάς των. (800, 1814, 1151, 1855)
transfer-title: ΜΕΤΑΦΟΡΑ ΙΑΤΡΕΙΟΥ (1005, 1218, 1125, 1230)
job-ad-body: Ἵνα ἀναλάβῃ σοβαρὰν θέσιν εἰς μεγάλην βιομηχανίαν Βιομηχανικῆς πόλεως Θεσσαλονίκης. Γράψατε εἰς διαφημιστικὴν ἑταιρείαν «ΑΘΗΝΑ» Πολυτεχνείου 65 διὰ ΒΙΟ. (33, 1727, 378, 1785)
power-day-label: ΤΡΙΤΗ 1 ΑΠΡΙΛΙΟΥ (925, 1656, 1025, 1668)
classified-listing: ΖΑΣΤΑΒΑ 1300. Τηλ. 425-523. (1364, 323, 1554, 361)
tender-headline: ΠΡΟΣΚΛΗΣΙΣ ΔΙΑΔΟΧΙΚΗΣ ΔΙΑΔΟΧΙΚΟΥ ΠΙΣΤΟΧΟΜΟΥ (415, 1506, 597, 1538)
kke-paragraph: 7ον. Μὲ τὸν Πιὸ Ἀτοσιου. Β' γραμματέα τοῦ κομμουνιστικοῦ κόμματος τῆς Χιλῆς. (211, 714, 398, 772)
classified-listing: ΠΩΛΕΙΤΑΙ κλινικὴ εἰς Θεσσαλονίκην, ἐντὸς σχεδίου πόλεως. Τηλ. 253-512. (617, 521, 778, 588)
classified-listing: ΕΥΚΑΙΡΙΑ, μονοκατοικία εἰς Πυλαίαν. Τηλ. 527-128. (792, 560, 953, 612)
kke-headline: ΑΝΤΙΠΡΟΣΩΠΕΙΑ ΤΟΥ ΚΚΕ ΤΟΥ ΕΣΩΤΕΡΙΚΟΥ ΜΕΤΕΣΧΕ ΤΟΥ 14ου ΣΥΝΕΔΡΙΟΥ ΤΟΥ Κ.Κ. ΙΤΑΛΙΑΣ ΚΑΙ ΕΙΧΕ ΕΠΑΦΑΣ ΜΕ ΕΚΠΡΟΣΩΠΟΥΣ ΑΛΛΩΝ ΧΩΡΩΝ (20, 61, 392, 173)
doctors-column-2 (980, 1051, 1151, 1382)
hotel-phone-label: ΤΗΛΕΦΩΝΑ: (24, 2245, 120, 2261)
hotel-address: ΠΑΤΗΣΙΩΝ καὶ ΣΟΛΩΜΟΥ (278, 1867, 385, 1904)
classified-listing: ΣΥΝΕΡΓΕΙΟΝ. Τηλ. 911-420. (1364, 913, 1554, 935)
classified-listing: ΖΗΤΕΙΤΑΙ κυρία διὰ φύλαξιν παιδιοῦ. Τηλ. 528-120. (966, 330, 1158, 368)
kke-paragraph: Τὸ συνέδριο τοῦ Ι.Κ.Κ. ὑπῆρξε σημαντικὸ γεγονὸς ὄχι μόνο γιὰ τὴν Ἰταλία, ἀλλὰ καὶ γιὰ τὸ διεθνὲς κομμουνιστικὸ καὶ ἐργατικὸ κίνημα. (14, 424, 201, 513)
classified-listing: ΑΦΟΙ ΣΑΡΙΔΗ, οἰκόπεδα εἰς Πυλαίαν. Τηλ. 230-030. (617, 1270, 778, 1322)
kke-paragraph: ΑΘΗΝΑΙ, 28. — Ἐκ τοῦ γραφείου τύπου τῆς κεντρικῆς ἐπιτροπῆς τοῦ Κ.Κ. ἐσωτερικοῦ ἐξεδόθη ἡ ἀκόλουθος ἀνακοίνωσις: (14, 179, 201, 253)
kke-paragraph: 4ον. Μὲ τὸν Ἀντόνιο Μιτζάν, τῆς γραμματείας τοῦ προοδευτικοῦ συνταγματικοῦ κόμματος τοῦ Μαρόκου. (211, 493, 398, 552)
classified-listing: ΠΡΟΣΦΕΡΕΤΑΙ οἰκόπεδο στὴν Μηχανιώνα. Τηλ. 221-120. (792, 233, 953, 285)
classified-listing: ΠΩΛΟΥΝΤΑΙ διαμερίσματα Τούμπας. Τηλ. 814-150. (792, 775, 953, 827)
kke-paragraph: «Συναντήσεις πραγματοποιήθηκαν». (14, 611, 154, 640)
doctors-title: ΟΙ ΙΑΤΡΟΙ ΤΗΣ ΘΕΣΣΑΛΟΝΙΚΗΣ (869, 989, 1081, 1050)
kke-paragraph: 2ον. Μὲ τὸν Ἀλ-ξάντρο Γκρίλιντρο, γραμματέα τῆς ἐκτελεστικῆς ἐπιτροπῆς τῆς προεδρίας τῆς ἑνώσεως Γιουγκοσλάβων κομμουνιστῶν. (211, 336, 398, 424)
classified-listing: ΜΑΘΗΜΑΤΙΚΑ, φυσικὴ. Τηλ. 911-154. (1364, 741, 1554, 778)
classified-listing: ΖΗΤΕΙΤΑΙ ὑπάλληλος. Τηλ. 227-766. (1172, 859, 1352, 896)
classified-listing: ΑΓΡΟΤΕΜΑΧΙΑ εἰς Λαγκαδᾶν. Τηλ. 281-055. (617, 1441, 778, 1478)
classified-listing: ΗΛΕΚΤΡΟΛΟΓΟΙ, τεχνίται, ἀναλαμβάνουν ἐργασίες. Τηλ. 0375-72-12. (966, 591, 1158, 643)
transfer-text: Ὁ ἰατρὸς Δρ Γεώργιος Φιλίππου, ὀφθαλμίατρος, μετέφερε τὸ ἰατρεῖον του εἰς τὴν ὁδὸν Ἐγνατία 80, Θεσσαλονίκη. Τηλ. 200-410. (980, 1234, 1145, 1303)
power-zone: Περιοχή Θεσσαλονίκης (800, 1580, 936, 1594)
proskl-paragraph: Ἀνακοινοῦμεν εἰς τοὺς ἐγγραφέντας ὡς συμπληρωματικῶς εἰσαγομένους εἰς τὰς σχολὰς τοῦ Πανεπιστημίου Θεσσαλονίκης ὅπως προσέλθουν πρὸς ἐγγραφήν. (14, 1426, 398, 1485)
hotel-line: Ὅλα τὰ δωμάτια μὲ μπάνιο, θέρμανση, τηλέφωνο καὶ κλιματισμόν. (278, 1980, 385, 2122)
